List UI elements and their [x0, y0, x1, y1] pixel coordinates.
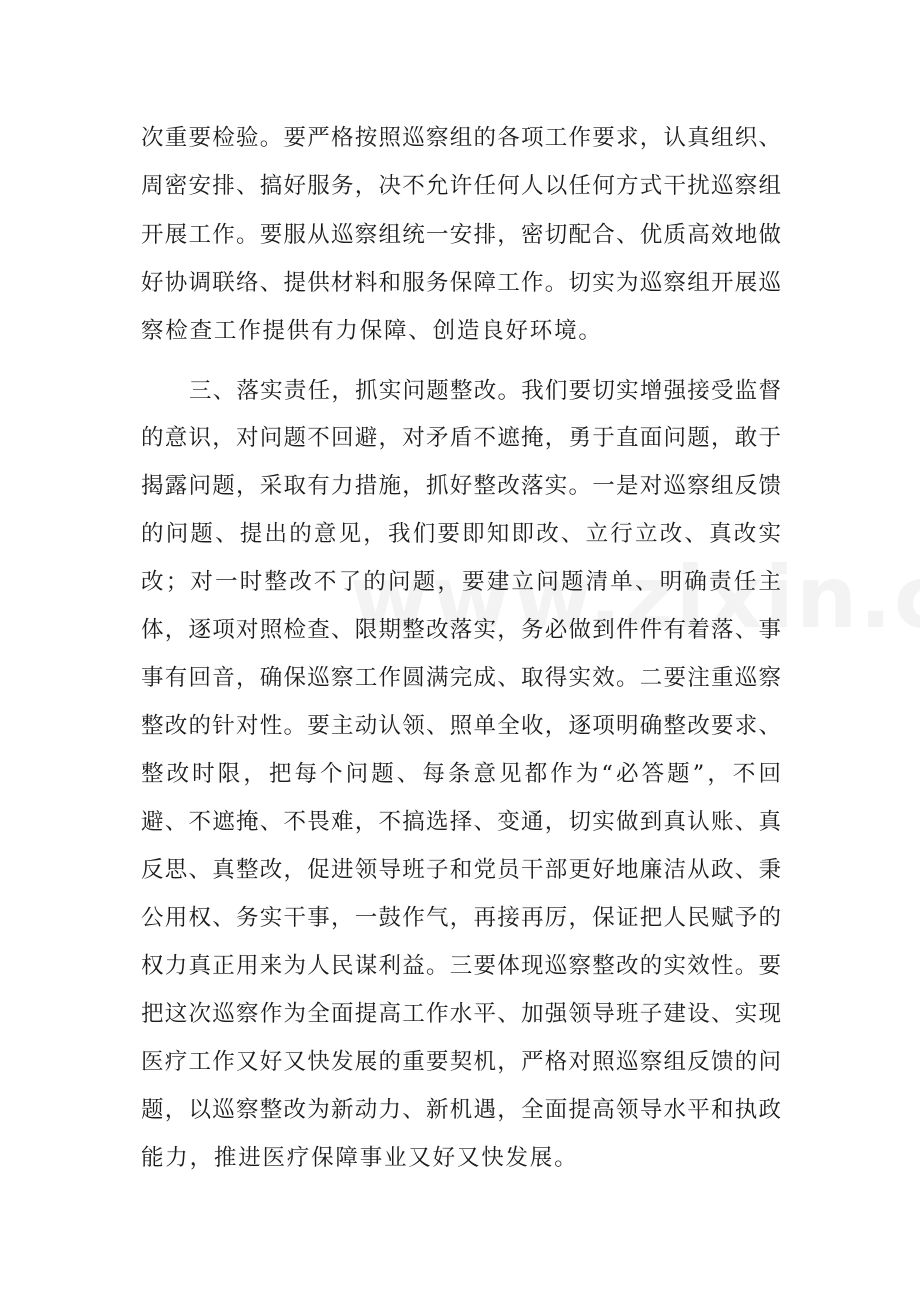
text-line: 周密安排、搞好服务，决不允许任何人以任何方式干扰巡察组 — [141, 173, 781, 199]
text-line: 整改的针对性。要主动认领、照单全收，逐项明确整改要求、 — [141, 713, 781, 739]
text-line: 察检查工作提供有力保障、创造良好环境。 — [141, 318, 603, 344]
text-line: 事有回音，确保巡察工作圆满完成、取得实效。二要注重巡察 — [141, 665, 781, 691]
paragraph-start-line: 三、落实责任，抓实问题整改。我们要切实增强接受监督 — [189, 378, 781, 404]
text-line: 开展工作。要服从巡察组统一安排，密切配合、优质高效地做 — [141, 222, 781, 248]
text-line: 题，以巡察整改为新动力、新机遇，全面提高领导水平和执政 — [141, 1097, 781, 1123]
text-line: 的问题、提出的意见，我们要即知即改、立行立改、真改实 — [141, 521, 781, 547]
text-line: 的意识，对问题不回避，对矛盾不遮掩，勇于直面问题，敢于 — [141, 425, 781, 451]
text-line: 反思、真整改，促进领导班子和党员干部更好地廉洁从政、秉 — [141, 857, 781, 883]
text-line: 好协调联络、提供材料和服务保障工作。切实为巡察组开展巡 — [141, 270, 781, 296]
text-line: 能力，推进医疗保障事业又好又快发展。 — [141, 1145, 579, 1171]
text-line: 次重要检验。要严格按照巡察组的各项工作要求，认真组织、 — [141, 125, 781, 151]
text-line: 避、不遮掩、不畏难，不搞选择、变通，切实做到真认账、真 — [141, 809, 781, 835]
text-line: 把这次巡察作为全面提高工作水平、加强领导班子建设、实现 — [141, 1001, 781, 1027]
text-line: 揭露问题，采取有力措施，抓好整改落实。一是对巡察组反馈 — [141, 473, 781, 499]
text-line: 公用权、务实干事，一鼓作气，再接再厉，保证把人民赋予的 — [141, 905, 781, 931]
text-line: 体，逐项对照检查、限期整改落实，务必做到件件有着落、事 — [141, 617, 781, 643]
text-line: 权力真正用来为人民谋利益。三要体现巡察整改的实效性。要 — [141, 953, 781, 979]
text-line: 整改时限，把每个问题、每条意见都作为“必答题”，不回 — [141, 761, 781, 787]
text-line: 医疗工作又好又快发展的重要契机，严格对照巡察组反馈的问 — [141, 1049, 781, 1075]
text-line: 改；对一时整改不了的问题，要建立问题清单、明确责任主 — [141, 569, 781, 595]
